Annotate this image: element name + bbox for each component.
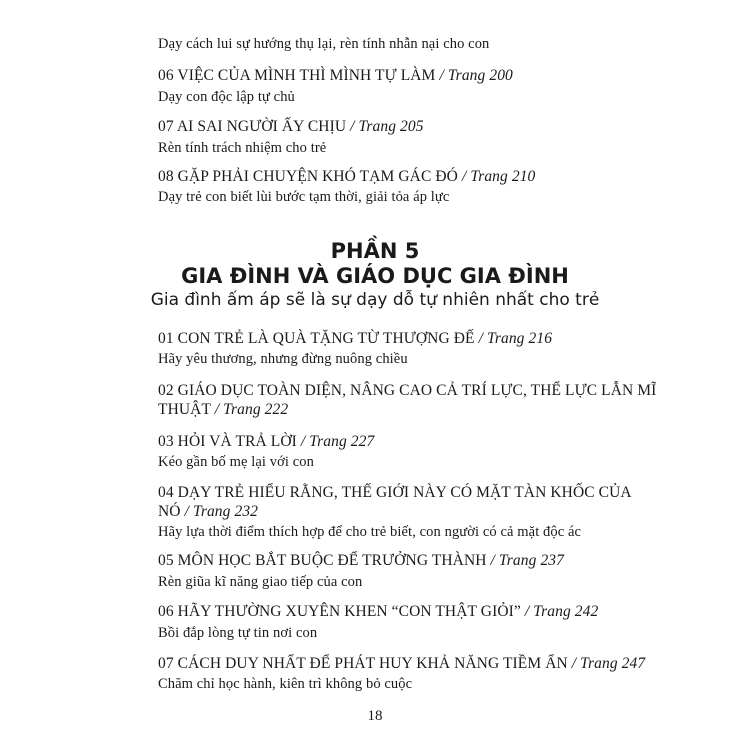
entry-title-text: 07 AI SAI NGƯỜI ẤY CHỊU xyxy=(158,118,347,135)
entry-page-ref: / Trang 205 xyxy=(350,118,424,135)
entry-page-ref: / Trang 210 xyxy=(461,168,536,185)
entry-description: Rèn tính trách nhiệm cho trẻ xyxy=(158,140,327,156)
page-number: 18 xyxy=(367,708,383,724)
toc-entry-title xyxy=(158,655,645,673)
entry-description: Bồi đắp lòng tự tin nơi con xyxy=(158,625,318,641)
section-title: GIA ĐÌNH VÀ GIÁO DỤC GIA ĐÌNH xyxy=(181,264,569,288)
entry-page-ref: / Trang 216 xyxy=(478,330,553,347)
toc-entry-title xyxy=(158,603,598,621)
entry-page-ref: / Trang 222 xyxy=(214,401,289,418)
entry-page-ref: / Trang 237 xyxy=(490,552,565,569)
entry-title-text: 01 CON TRẺ LÀ QUÀ TẶNG TỪ THƯỢNG ĐẾ xyxy=(158,330,475,347)
entry-title-text: 03 HỎI VÀ TRẢ LỜI xyxy=(158,433,297,450)
section-tagline: Gia đình ấm áp sẽ là sự dạy dỗ tự nhiên nhất cho trẻ xyxy=(150,290,600,310)
toc-entry-title xyxy=(158,67,513,85)
entry-description: Kéo gần bố mẹ lại với con xyxy=(158,454,314,470)
entry-page-ref: / Trang 227 xyxy=(300,433,375,450)
entry-title-text: 07 CÁCH DUY NHẤT ĐỂ PHÁT HUY KHẢ NĂNG TIỀM ẨN xyxy=(158,655,568,672)
entry-description: Dạy cách lui sự hướng thụ lại, rèn tính nhẫn nại cho con xyxy=(158,36,490,52)
toc-entry-title: 02 GIÁO DỤC TOÀN DIỆN, NÂNG CAO CẢ TRÍ LỰC, THỂ LỰC LẪN MĨ xyxy=(158,382,657,399)
entry-description: Hãy yêu thương, nhưng đừng nuông chiều xyxy=(158,351,408,367)
entry-title-text: NÓ xyxy=(158,503,181,520)
entry-description: Dạy trẻ con biết lùi bước tạm thời, giải tỏa áp lực xyxy=(158,189,450,205)
entry-page-ref: / Trang 247 xyxy=(571,655,646,672)
entry-page-ref: / Trang 200 xyxy=(439,67,513,84)
entry-title-text: 06 HÃY THƯỜNG XUYÊN KHEN “CON THẬT GIỎI” xyxy=(158,603,521,620)
toc-entry-title-cont xyxy=(158,401,288,419)
toc-entry-title xyxy=(158,433,374,451)
entry-title-text: 06 VIỆC CỦA MÌNH THÌ MÌNH TỰ LÀM xyxy=(158,67,436,84)
toc-entry-title xyxy=(158,168,535,186)
entry-page-ref: / Trang 242 xyxy=(524,603,599,620)
entry-description: Rèn giũa kĩ năng giao tiếp của con xyxy=(158,574,363,590)
entry-page-ref: / Trang 232 xyxy=(184,503,259,520)
toc-entry-title: 04 DẠY TRẺ HIỂU RẰNG, THẾ GIỚI NÀY CÓ MẶT TÀN KHỐC CỦA xyxy=(158,484,632,501)
entry-title-text: 08 GẶP PHẢI CHUYỆN KHÓ TẠM GÁC ĐÓ xyxy=(158,168,458,185)
toc-entry-title xyxy=(158,118,424,136)
entry-title-text: 05 MÔN HỌC BẮT BUỘC ĐỂ TRƯỞNG THÀNH xyxy=(158,552,487,569)
entry-title-text: THUẬT xyxy=(158,401,211,418)
entry-description: Dạy con độc lập tự chủ xyxy=(158,89,295,105)
toc-entry-title xyxy=(158,552,564,570)
entry-description: Chăm chỉ học hành, kiên trì không bỏ cuộc xyxy=(158,676,413,692)
toc-entry-title-cont xyxy=(158,503,258,521)
entry-description: Hãy lựa thời điểm thích hợp để cho trẻ biết, con người có cả mặt độc ác xyxy=(158,524,582,540)
toc-entry-title xyxy=(158,330,552,348)
section-number: PHẦN 5 xyxy=(330,239,420,263)
